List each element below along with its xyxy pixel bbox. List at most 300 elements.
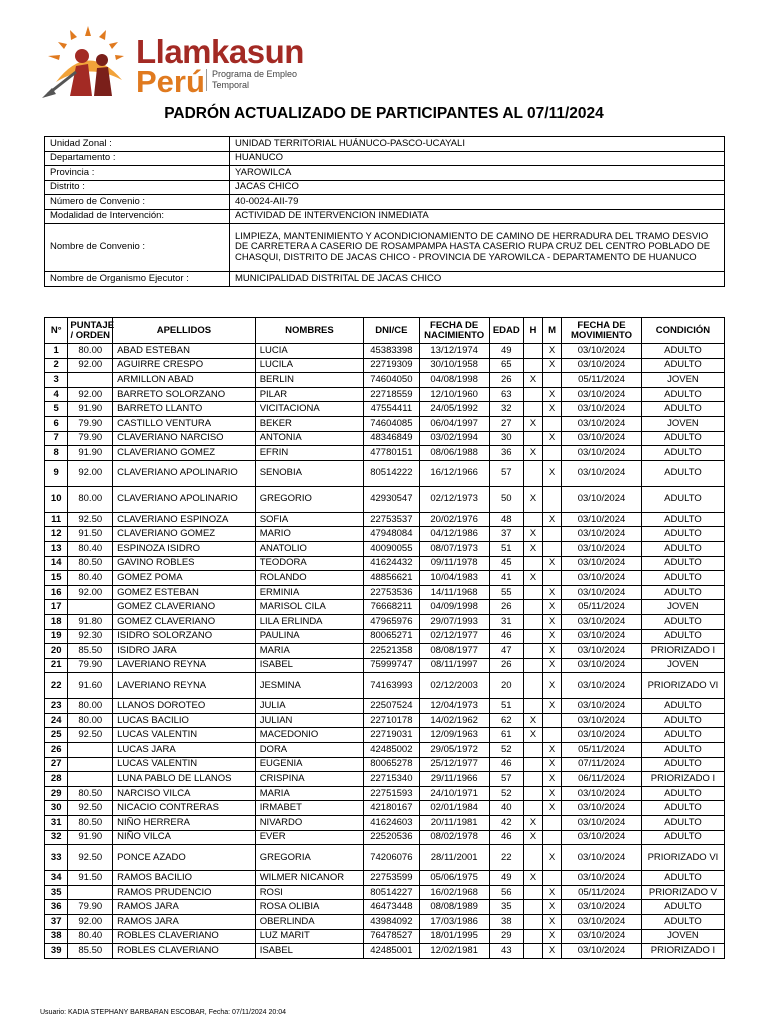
table-cell: 08/06/1988 xyxy=(419,446,489,461)
table-cell: 49 xyxy=(489,344,523,359)
table-cell: 17 xyxy=(45,600,68,615)
table-cell: JOVEN xyxy=(641,373,724,388)
table-cell: 13/12/1974 xyxy=(419,344,489,359)
table-cell: 41624432 xyxy=(364,556,419,571)
table-cell: 31 xyxy=(45,816,68,831)
table-cell: 40 xyxy=(489,801,523,816)
info-label: Distrito : xyxy=(45,180,230,195)
table-cell: 22753599 xyxy=(364,871,419,886)
table-cell: AGUIRRE CRESPO xyxy=(113,358,256,373)
table-cell: 50 xyxy=(489,486,523,512)
table-cell xyxy=(68,373,113,388)
table-cell: 17/03/1986 xyxy=(419,915,489,930)
table-cell: ROSA OLIBIA xyxy=(255,900,364,915)
table-cell: 91.50 xyxy=(68,527,113,542)
table-cell: 79.90 xyxy=(68,431,113,446)
table-cell xyxy=(542,541,561,556)
table-cell: 29/07/1993 xyxy=(419,614,489,629)
table-cell xyxy=(68,885,113,900)
table-cell: ADULTO xyxy=(641,728,724,743)
table-cell: 22 xyxy=(45,673,68,699)
table-cell: ADULTO xyxy=(641,915,724,930)
table-cell: 03/10/2024 xyxy=(562,358,642,373)
table-cell: 80.40 xyxy=(68,571,113,586)
info-label: Unidad Zonal : xyxy=(45,137,230,152)
table-cell xyxy=(523,387,542,402)
table-cell: ADULTO xyxy=(641,786,724,801)
table-cell: 48 xyxy=(489,512,523,527)
table-row xyxy=(45,757,725,772)
table-cell: 47780151 xyxy=(364,446,419,461)
llamkasun-logo xyxy=(40,22,304,100)
table-row xyxy=(45,585,725,600)
table-cell: 02/12/2003 xyxy=(419,673,489,699)
table-row xyxy=(45,929,725,944)
table-cell: PRIORIZADO VI xyxy=(641,673,724,699)
table-cell: 29 xyxy=(45,786,68,801)
table-cell: 03/10/2024 xyxy=(562,460,642,486)
table-cell: ISIDRO JARA xyxy=(113,644,256,659)
table-cell xyxy=(68,772,113,787)
table-cell: 04/09/1998 xyxy=(419,600,489,615)
table-cell: 13 xyxy=(45,541,68,556)
table-cell: 22719031 xyxy=(364,728,419,743)
table-cell: 45383398 xyxy=(364,344,419,359)
table-cell: BEKER xyxy=(255,416,364,431)
column-header: APELLIDOS xyxy=(113,318,256,344)
info-row xyxy=(45,151,725,166)
table-cell: 92.00 xyxy=(68,460,113,486)
table-cell: ADULTO xyxy=(641,871,724,886)
table-cell: EFRIN xyxy=(255,446,364,461)
brand-subtitle-line1: Programa de Empleo xyxy=(212,69,298,79)
table-cell: NARCISO VILCA xyxy=(113,786,256,801)
table-row xyxy=(45,915,725,930)
table-cell xyxy=(523,915,542,930)
table-cell: LAVERIANO REYNA xyxy=(113,658,256,673)
table-cell: 30 xyxy=(489,431,523,446)
table-cell: ADULTO xyxy=(641,486,724,512)
table-cell: 91.60 xyxy=(68,673,113,699)
table-cell: ROBLES CLAVERIANO xyxy=(113,929,256,944)
table-cell: X xyxy=(542,915,561,930)
info-row xyxy=(45,137,725,152)
table-cell xyxy=(542,830,561,845)
table-cell: 74604050 xyxy=(364,373,419,388)
table-cell: 03/10/2024 xyxy=(562,585,642,600)
table-cell: BERLIN xyxy=(255,373,364,388)
table-cell xyxy=(523,944,542,959)
table-cell: ADULTO xyxy=(641,699,724,714)
table-cell: 03/10/2024 xyxy=(562,929,642,944)
table-cell: 04/12/1986 xyxy=(419,527,489,542)
table-cell: 18/01/1995 xyxy=(419,929,489,944)
table-cell: NIÑO HERRERA xyxy=(113,816,256,831)
table-row xyxy=(45,728,725,743)
table-cell: 08/07/1973 xyxy=(419,541,489,556)
table-cell: 34 xyxy=(45,871,68,886)
table-cell: 28 xyxy=(45,772,68,787)
table-cell: 48856621 xyxy=(364,571,419,586)
table-cell: 52 xyxy=(489,786,523,801)
table-cell: ANTONIA xyxy=(255,431,364,446)
column-header: N° xyxy=(45,318,68,344)
table-cell: 61 xyxy=(489,728,523,743)
info-value: 40-0024-AII-79 xyxy=(230,195,725,210)
table-cell: 36 xyxy=(45,900,68,915)
table-cell: JOVEN xyxy=(641,658,724,673)
table-cell: 20/11/1981 xyxy=(419,816,489,831)
table-cell: 16/02/1968 xyxy=(419,885,489,900)
table-cell: CASTILLO VENTURA xyxy=(113,416,256,431)
info-label: Nombre de Organismo Ejecutor : xyxy=(45,272,230,287)
table-cell: ROBLES CLAVERIANO xyxy=(113,944,256,959)
column-header: DNI/CE xyxy=(364,318,419,344)
table-cell: 56 xyxy=(489,885,523,900)
table-cell xyxy=(523,757,542,772)
table-row xyxy=(45,446,725,461)
table-cell: 15 xyxy=(45,571,68,586)
table-cell: 47 xyxy=(489,644,523,659)
table-cell: 75999747 xyxy=(364,658,419,673)
table-row xyxy=(45,402,725,417)
table-cell: ISABEL xyxy=(255,658,364,673)
table-cell: ADULTO xyxy=(641,431,724,446)
table-cell: X xyxy=(542,556,561,571)
table-cell: 85.50 xyxy=(68,644,113,659)
table-cell: 10 xyxy=(45,486,68,512)
table-cell: 46473448 xyxy=(364,900,419,915)
table-row xyxy=(45,541,725,556)
table-cell: CLAVERIANO GOMEZ xyxy=(113,446,256,461)
table-cell: SOFIA xyxy=(255,512,364,527)
table-cell: X xyxy=(542,358,561,373)
table-cell: 80.50 xyxy=(68,556,113,571)
table-row xyxy=(45,644,725,659)
table-cell: 79.90 xyxy=(68,658,113,673)
table-cell xyxy=(523,673,542,699)
table-cell: GREGORIO xyxy=(255,486,364,512)
table-cell: ADULTO xyxy=(641,556,724,571)
table-cell: 03/10/2024 xyxy=(562,801,642,816)
table-cell: 03/10/2024 xyxy=(562,402,642,417)
table-cell xyxy=(542,416,561,431)
table-cell xyxy=(523,431,542,446)
info-value: HUANUCO xyxy=(230,151,725,166)
table-cell: 79.90 xyxy=(68,900,113,915)
table-cell: 47554411 xyxy=(364,402,419,417)
table-cell: 91.90 xyxy=(68,446,113,461)
table-cell: 8 xyxy=(45,446,68,461)
table-cell: 06/04/1997 xyxy=(419,416,489,431)
table-cell: 16/12/1966 xyxy=(419,460,489,486)
table-cell: 05/11/2024 xyxy=(562,743,642,758)
table-cell: 16 xyxy=(45,585,68,600)
table-row xyxy=(45,713,725,728)
table-cell: ABAD ESTEBAN xyxy=(113,344,256,359)
table-cell: 91.50 xyxy=(68,871,113,886)
table-cell: X xyxy=(542,344,561,359)
table-cell: 35 xyxy=(45,885,68,900)
table-cell: 03/10/2024 xyxy=(562,527,642,542)
table-cell: ADULTO xyxy=(641,585,724,600)
table-cell: 03/10/2024 xyxy=(562,658,642,673)
table-cell: MARIA xyxy=(255,644,364,659)
table-cell: 51 xyxy=(489,699,523,714)
table-cell xyxy=(523,600,542,615)
table-cell: 80.00 xyxy=(68,344,113,359)
table-cell xyxy=(542,816,561,831)
table-cell: 03/10/2024 xyxy=(562,900,642,915)
table-cell xyxy=(523,644,542,659)
table-cell: 20/02/1976 xyxy=(419,512,489,527)
table-cell: CRISPINA xyxy=(255,772,364,787)
table-cell: X xyxy=(542,460,561,486)
workers-emblem-icon xyxy=(40,22,136,100)
column-header: CONDICIÓN xyxy=(641,318,724,344)
table-cell: 12/02/1981 xyxy=(419,944,489,959)
brand-subtitle xyxy=(206,69,297,91)
table-cell: 24/10/1971 xyxy=(419,786,489,801)
table-cell: 37 xyxy=(45,915,68,930)
table-cell: CLAVERIANO NARCISO xyxy=(113,431,256,446)
table-cell: 80.40 xyxy=(68,929,113,944)
table-row xyxy=(45,816,725,831)
table-cell: ADULTO xyxy=(641,629,724,644)
table-cell xyxy=(523,786,542,801)
table-cell: ADULTO xyxy=(641,460,724,486)
table-cell: X xyxy=(542,699,561,714)
table-cell: 45 xyxy=(489,556,523,571)
table-cell: ADULTO xyxy=(641,358,724,373)
table-cell: X xyxy=(523,541,542,556)
table-cell: ADULTO xyxy=(641,816,724,831)
table-cell: X xyxy=(542,585,561,600)
brand-name-line1: Llamkasun xyxy=(136,33,304,70)
table-cell: 30/10/1958 xyxy=(419,358,489,373)
table-cell xyxy=(542,713,561,728)
table-cell: 52 xyxy=(489,743,523,758)
table-cell: PRIORIZADO VI xyxy=(641,845,724,871)
table-cell xyxy=(523,845,542,871)
table-cell xyxy=(523,358,542,373)
table-cell: ROLANDO xyxy=(255,571,364,586)
table-cell: RAMOS BACILIO xyxy=(113,871,256,886)
table-cell xyxy=(523,614,542,629)
table-cell: PAULINA xyxy=(255,629,364,644)
info-row xyxy=(45,272,725,287)
table-cell: X xyxy=(542,845,561,871)
table-cell: X xyxy=(542,929,561,944)
table-cell: NIÑO VILCA xyxy=(113,830,256,845)
table-row xyxy=(45,885,725,900)
table-cell xyxy=(523,629,542,644)
table-cell: ADULTO xyxy=(641,757,724,772)
table-cell: 03/10/2024 xyxy=(562,830,642,845)
table-cell: 30 xyxy=(45,801,68,816)
table-cell: TEODORA xyxy=(255,556,364,571)
table-cell: 91.90 xyxy=(68,402,113,417)
brand-name-line2: Perú xyxy=(136,64,205,99)
table-cell: X xyxy=(542,801,561,816)
table-cell: 91.80 xyxy=(68,614,113,629)
table-cell: 10/04/1983 xyxy=(419,571,489,586)
table-cell: X xyxy=(542,743,561,758)
table-cell: JOVEN xyxy=(641,416,724,431)
table-cell: X xyxy=(542,944,561,959)
table-cell: 49 xyxy=(489,871,523,886)
table-cell: X xyxy=(523,416,542,431)
table-cell: 39 xyxy=(45,944,68,959)
table-cell: 92.00 xyxy=(68,585,113,600)
table-row xyxy=(45,944,725,959)
table-cell: CLAVERIANO GOMEZ xyxy=(113,527,256,542)
footer-user-stamp: Usuario: KADIA STEPHANY BARBARAN ESCOBAR, Fecha: 07/11/2024 20:04 xyxy=(40,1009,287,1016)
table-cell: ADULTO xyxy=(641,541,724,556)
table-cell: 22710178 xyxy=(364,713,419,728)
table-cell: 46 xyxy=(489,757,523,772)
table-cell: X xyxy=(542,786,561,801)
table-row xyxy=(45,387,725,402)
table-cell: 29/11/1966 xyxy=(419,772,489,787)
table-cell: JOVEN xyxy=(641,600,724,615)
table-cell: 18 xyxy=(45,614,68,629)
table-cell: X xyxy=(523,446,542,461)
table-cell: JULIA xyxy=(255,699,364,714)
column-header: FECHA DE NACIMIENTO xyxy=(419,318,489,344)
table-row xyxy=(45,460,725,486)
table-row xyxy=(45,629,725,644)
table-cell: X xyxy=(523,571,542,586)
table-cell: 38 xyxy=(489,915,523,930)
info-row xyxy=(45,195,725,210)
table-cell xyxy=(68,743,113,758)
table-cell: 02/12/1977 xyxy=(419,629,489,644)
table-cell: X xyxy=(542,600,561,615)
table-cell: 74206076 xyxy=(364,845,419,871)
table-cell: X xyxy=(542,772,561,787)
table-cell: 06/11/2024 xyxy=(562,772,642,787)
table-cell: LUNA PABLO DE LLANOS xyxy=(113,772,256,787)
table-cell xyxy=(523,772,542,787)
table-cell: ADULTO xyxy=(641,446,724,461)
table-cell: 11 xyxy=(45,512,68,527)
table-row xyxy=(45,358,725,373)
table-cell: ISABEL xyxy=(255,944,364,959)
table-cell: 05/11/2024 xyxy=(562,600,642,615)
table-cell: 03/10/2024 xyxy=(562,816,642,831)
table-cell: 41 xyxy=(489,571,523,586)
table-cell: RAMOS PRUDENCIO xyxy=(113,885,256,900)
table-cell: 14/02/1962 xyxy=(419,713,489,728)
table-cell: X xyxy=(542,431,561,446)
table-cell: 92.50 xyxy=(68,801,113,816)
table-cell: ERMINIA xyxy=(255,585,364,600)
table-cell: 22507524 xyxy=(364,699,419,714)
table-cell: ARMILLON ABAD xyxy=(113,373,256,388)
table-cell: X xyxy=(523,728,542,743)
info-label: Nombre de Convenio : xyxy=(45,224,230,272)
table-cell: 46 xyxy=(489,629,523,644)
table-cell: 03/10/2024 xyxy=(562,673,642,699)
table-cell: ADULTO xyxy=(641,614,724,629)
table-cell: 65 xyxy=(489,358,523,373)
table-cell: LAVERIANO REYNA xyxy=(113,673,256,699)
info-row xyxy=(45,224,725,272)
table-cell: X xyxy=(523,871,542,886)
table-cell: 92.50 xyxy=(68,512,113,527)
table-cell: DORA xyxy=(255,743,364,758)
table-cell: CLAVERIANO APOLINARIO xyxy=(113,460,256,486)
table-cell: 92.50 xyxy=(68,845,113,871)
convenio-info-table xyxy=(44,136,725,287)
table-cell: 02/12/1973 xyxy=(419,486,489,512)
table-cell: 03/10/2024 xyxy=(562,387,642,402)
table-cell: MACEDONIO xyxy=(255,728,364,743)
table-cell: LILA ERLINDA xyxy=(255,614,364,629)
table-cell: 42485002 xyxy=(364,743,419,758)
table-cell: 03/10/2024 xyxy=(562,871,642,886)
table-cell: 22520536 xyxy=(364,830,419,845)
table-cell: GOMEZ CLAVERIANO xyxy=(113,600,256,615)
table-cell: 35 xyxy=(489,900,523,915)
info-value: LIMPIEZA, MANTENIMIENTO Y ACONDICIONAMIENTO DE CAMINO DE HERRADURA DEL TRAMO DESVIO DE CARRETERA A CASERIO DE ROSAMPAMPA HASTA CASERIO RUPA CRUZ DEL CENTRO POBLADO DE CHASQUI, DISTRITO DE JACAS CHICO - PROVINCIA DE YAROWILCA - DEPARTAMENTO DE HUANUCO xyxy=(230,224,725,272)
table-cell: 74163993 xyxy=(364,673,419,699)
table-cell: 80.00 xyxy=(68,713,113,728)
table-cell: ADULTO xyxy=(641,743,724,758)
table-cell: 03/10/2024 xyxy=(562,614,642,629)
table-cell: LUCAS JARA xyxy=(113,743,256,758)
table-cell: 41624603 xyxy=(364,816,419,831)
table-cell: BARRETO LLANTO xyxy=(113,402,256,417)
table-cell xyxy=(523,556,542,571)
table-row xyxy=(45,527,725,542)
table-cell: PILAR xyxy=(255,387,364,402)
table-cell: 12/04/1973 xyxy=(419,699,489,714)
table-cell: 03/10/2024 xyxy=(562,629,642,644)
table-row xyxy=(45,571,725,586)
table-cell: 03/10/2024 xyxy=(562,944,642,959)
column-header: PUNTAJE / ORDEN xyxy=(68,318,113,344)
table-cell: 85.50 xyxy=(68,944,113,959)
table-cell: 03/10/2024 xyxy=(562,416,642,431)
table-cell: NIVARDO xyxy=(255,816,364,831)
table-cell: X xyxy=(523,373,542,388)
info-row xyxy=(45,180,725,195)
table-cell xyxy=(523,699,542,714)
table-row xyxy=(45,699,725,714)
table-cell: 80065271 xyxy=(364,629,419,644)
table-cell: 03/10/2024 xyxy=(562,431,642,446)
table-cell: WILMER NICANOR xyxy=(255,871,364,886)
table-cell xyxy=(542,728,561,743)
table-cell: X xyxy=(523,830,542,845)
table-cell: 48346849 xyxy=(364,431,419,446)
table-cell: ADULTO xyxy=(641,830,724,845)
table-cell: X xyxy=(523,486,542,512)
table-cell: 26 xyxy=(489,373,523,388)
table-row xyxy=(45,900,725,915)
table-cell: 12 xyxy=(45,527,68,542)
table-cell: 43 xyxy=(489,944,523,959)
table-cell: LUCILA xyxy=(255,358,364,373)
table-cell: 23 xyxy=(45,699,68,714)
table-cell: 22521358 xyxy=(364,644,419,659)
table-cell: 4 xyxy=(45,387,68,402)
table-cell: 92.50 xyxy=(68,728,113,743)
table-cell: ADULTO xyxy=(641,344,724,359)
table-cell: 26 xyxy=(489,600,523,615)
